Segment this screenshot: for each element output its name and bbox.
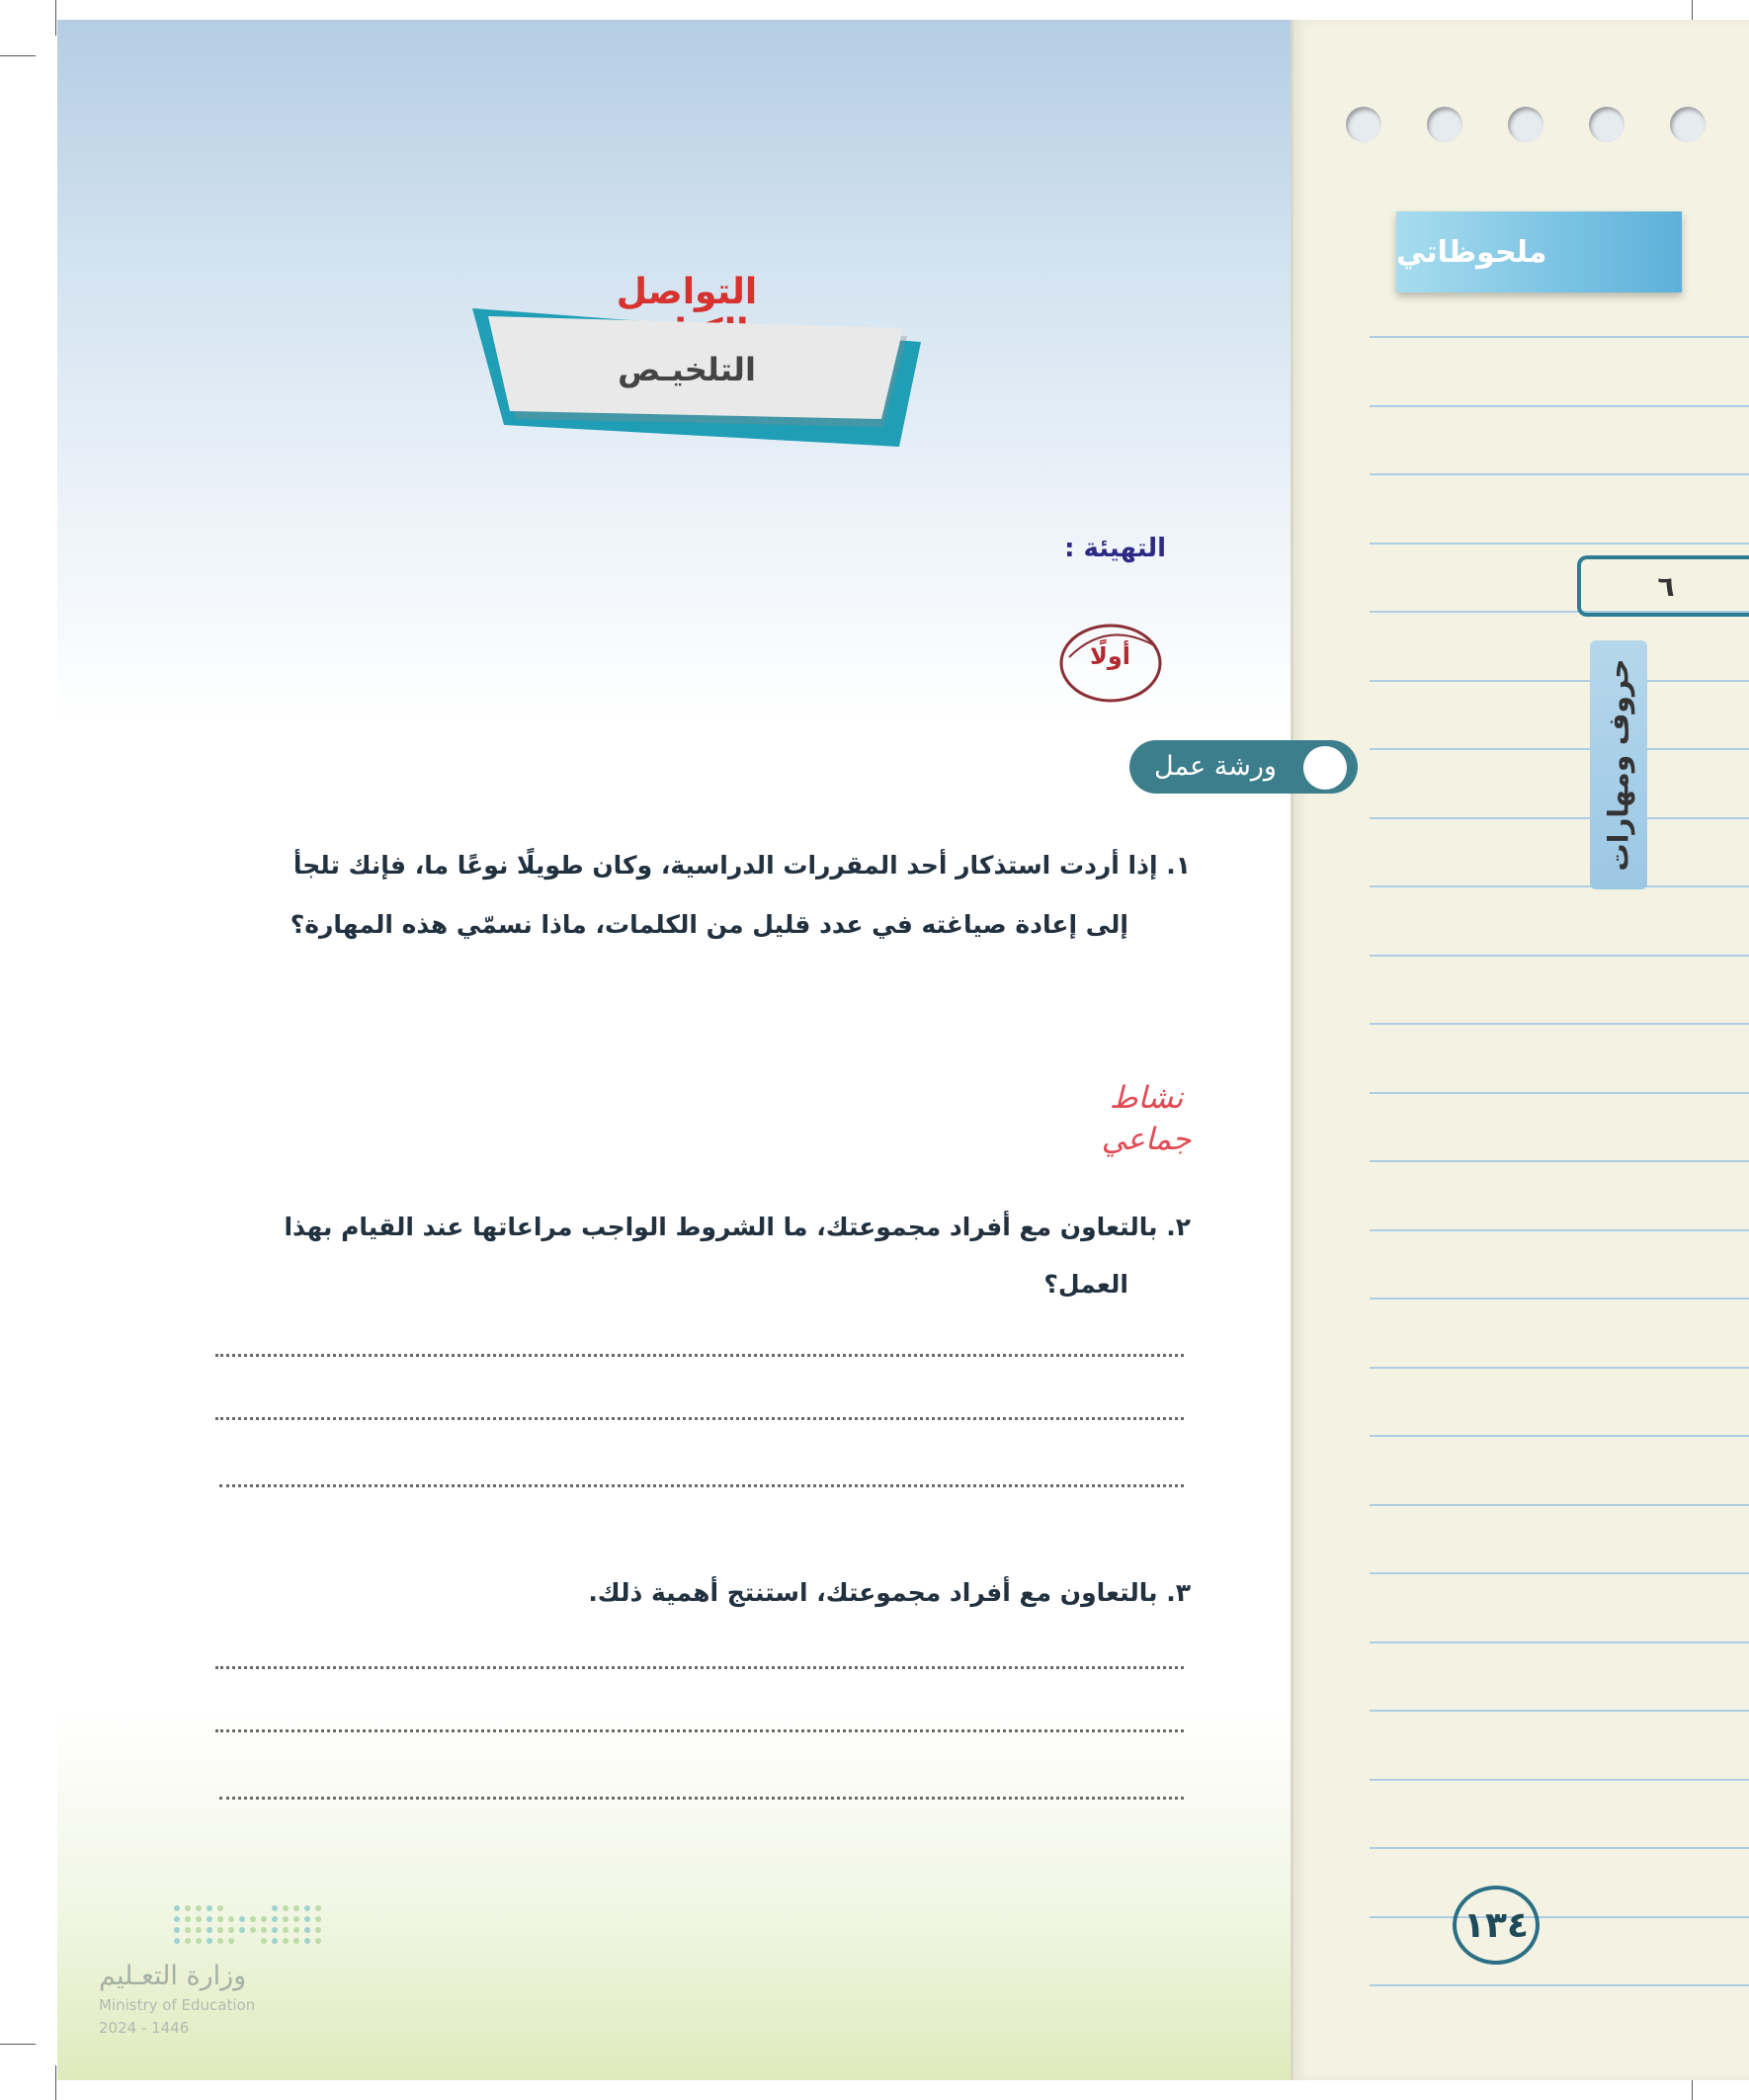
notes-ruled-line [1370,1847,1749,1849]
notes-ruled-line [1370,1298,1749,1300]
notes-ruled-line [1370,748,1749,750]
logo-dot [196,1905,202,1911]
question-2-line-1: ٢. بالتعاون مع أفراد مجموعتك، ما الشروط الواجب مراعاتها عند القيام بهذا [284,1213,1191,1241]
logo-dot [207,1905,212,1911]
logo-dot [174,1905,180,1911]
logo-dot [185,1905,191,1911]
notes-ruled-line [1370,473,1749,475]
answer-line[interactable] [219,1484,1184,1487]
logo-dot [283,1938,289,1944]
notes-ruled-line [1370,885,1749,887]
notes-title: ملحوظاتي [1396,211,1682,293]
logo-dot [283,1905,289,1911]
logo-dot [315,1927,321,1933]
notes-ruled-line [1370,1984,1749,1986]
notes-ruled-line [1370,1916,1749,1918]
notes-ruled-line [1370,1367,1749,1369]
logo-dot [196,1916,202,1922]
logo-dot [185,1916,191,1922]
logo-dot [185,1938,191,1944]
notes-ruled-line [1370,336,1749,338]
notes-ruled-line [1370,1504,1749,1506]
logo-dot [207,1938,212,1944]
logo-dot [304,1927,310,1933]
binder-hole [1346,107,1381,142]
logo-dot [250,1916,256,1922]
notes-ruled-line [1370,817,1749,819]
logo-dot [261,1916,267,1922]
logo-dot [217,1905,223,1911]
group-activity-label [1087,1077,1206,1160]
logo-dot [261,1927,267,1933]
logo-dot [217,1938,223,1944]
notes-ruled-line [1370,955,1749,957]
logo-dot [283,1916,289,1922]
notes-ruled-line [1370,1572,1749,1574]
logo-dot [174,1916,180,1922]
logo-dot [293,1927,299,1933]
ministry-name-en: Ministry of Education [99,1996,256,2014]
crop-mark [0,2044,36,2045]
ministry-logo-icon [171,1902,325,1950]
answer-line[interactable] [215,1417,1184,1420]
binder-hole [1427,107,1462,142]
logo-dot [196,1938,202,1944]
logo-dot [228,1916,234,1922]
logo-dot [228,1927,234,1933]
logo-dot [261,1938,267,1944]
logo-dot [272,1938,278,1944]
unit-number-box: ٦ [1577,555,1749,617]
page-number: ١٣٤ [1453,1886,1540,1965]
notes-ruled-line [1370,1229,1749,1231]
crop-mark [0,55,36,56]
notes-panel [1291,20,1749,2080]
section-title: التواصل [616,272,758,312]
notes-ruled-line [1370,1160,1749,1162]
logo-dot [174,1927,180,1933]
lesson-title: التلخيـص [618,351,756,388]
question-1-line-2: إلى إعادة صياغته في عدد قليل من الكلمات، ماذا نسمّي هذه المهارة؟ [290,910,1128,939]
notes-ruled-line [1370,405,1749,407]
logo-dot [272,1905,278,1911]
question-1-line-1: ١. إذا أردت استذكار أحد المقررات الدراسية، وكان طويلًا نوعًا ما، فإنك تلجأ [292,851,1191,880]
logo-dot [283,1927,289,1933]
first-badge-label: أولًا [1089,642,1130,670]
logo-dot [196,1927,202,1933]
logo-dot [315,1905,321,1911]
logo-dot [239,1916,245,1922]
logo-dot [239,1927,245,1933]
logo-dot [250,1927,256,1933]
notes-ruled-line [1370,1023,1749,1025]
workshop-label: ورشة عمل [1154,751,1277,782]
ministry-name-ar: وزارة التعـليم [99,1961,247,1991]
logo-dot [174,1938,180,1944]
binder-hole [1508,107,1543,142]
notes-ruled-line [1370,680,1749,682]
answer-line[interactable] [215,1666,1184,1669]
binder-hole [1589,107,1624,142]
logo-dot [293,1905,299,1911]
warmup-label: التهيئة : [1064,534,1166,563]
logo-dot [217,1916,223,1922]
ministry-year: 2024 - 1446 [99,2019,190,2037]
notes-ruled-line [1370,543,1749,545]
logo-dot [304,1916,310,1922]
logo-dot [272,1916,278,1922]
crop-mark [55,2065,56,2100]
workshop-dot-icon [1303,746,1347,790]
question-3: ٣. بالتعاون مع أفراد مجموعتك، استنتج أهمية ذلك. [588,1578,1191,1607]
logo-dot [207,1916,212,1922]
logo-dot [315,1916,321,1922]
crop-mark [55,0,56,36]
answer-line[interactable] [219,1797,1184,1800]
question-2-line-2: العمل؟ [1043,1270,1128,1299]
notes-ruled-line [1370,1641,1749,1643]
logo-dot [304,1905,310,1911]
answer-line[interactable] [215,1729,1184,1732]
notes-ruled-line [1370,1710,1749,1712]
logo-dot [315,1938,321,1944]
logo-dot [228,1938,234,1944]
logo-dot [217,1927,223,1933]
logo-dot [185,1927,191,1933]
notes-ruled-line [1370,1092,1749,1094]
logo-dot [272,1927,278,1933]
logo-dot [293,1938,299,1944]
logo-dot [304,1938,310,1944]
answer-line[interactable] [215,1354,1184,1357]
notes-ruled-line [1370,1435,1749,1437]
group-activity-line-1: نشاط [1109,1080,1184,1116]
notes-ruled-line [1370,1779,1749,1781]
group-activity-line-2: جماعي [1101,1122,1192,1157]
unit-name: حروف ومهارات [1602,658,1635,872]
logo-dot [207,1927,212,1933]
binder-hole [1670,107,1706,142]
logo-dot [293,1916,299,1922]
